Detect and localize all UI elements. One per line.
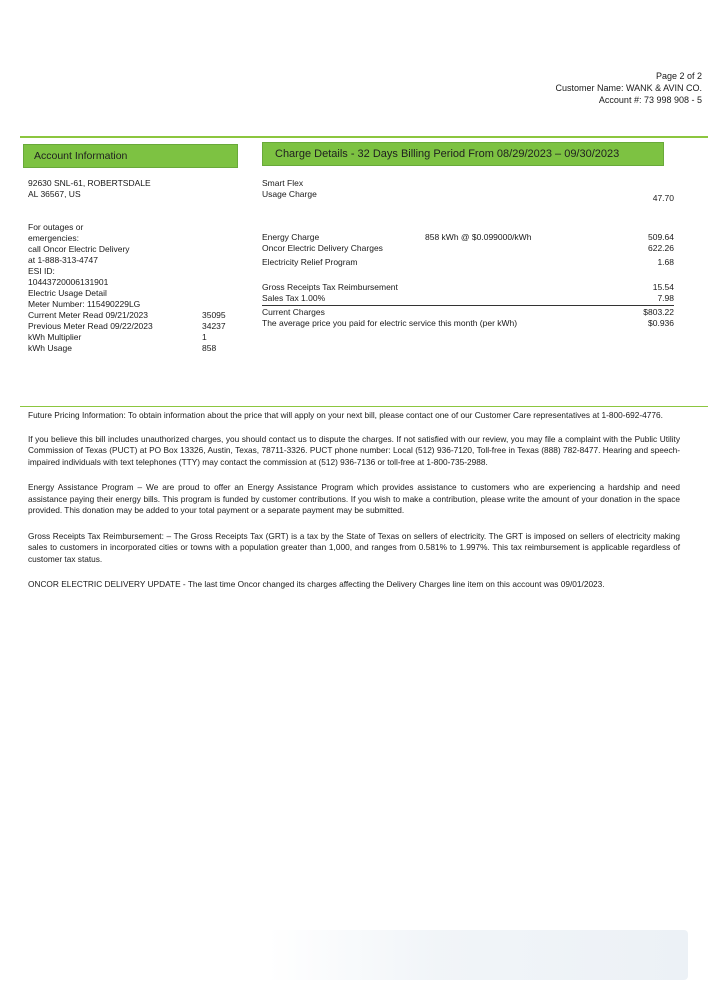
charge-name: The average price you paid for electric service this month (per kWh) xyxy=(262,318,518,328)
current-charges-row xyxy=(262,305,674,318)
charge-details-section xyxy=(262,178,674,329)
energy-charge-row xyxy=(262,232,674,243)
charge-name: Current Charges xyxy=(262,307,325,317)
notes-section xyxy=(28,410,680,605)
account-info-heading: Account Information xyxy=(23,144,238,168)
charge-detail: 858 kWh @ $0.099000/kWh xyxy=(425,232,532,242)
esi-label: ESI ID: xyxy=(28,266,55,276)
outage-info xyxy=(28,222,238,354)
average-price-row xyxy=(262,318,674,329)
top-divider xyxy=(20,136,708,138)
charge-amount: 1.68 xyxy=(657,257,674,267)
charge-name: Sales Tax 1.00% xyxy=(262,293,326,303)
sales-tax-row xyxy=(262,293,674,304)
meter-row-label: kWh Multiplier xyxy=(28,332,82,342)
usage-charge-row xyxy=(262,189,674,204)
charge-amount: 509.64 xyxy=(648,232,674,242)
meter-row-value: 1 xyxy=(202,332,207,342)
outage-line: emergencies: xyxy=(28,233,80,243)
customer-name: Customer Name: WANK & AVIN CO. xyxy=(555,83,702,93)
future-pricing-note: Future Pricing Information: To obtain information about the price that will apply on your next bill, please contact one of our Customer Care representatives at 1-800-692-4776. xyxy=(28,410,663,420)
address-line-1: 92630 SNL-61, ROBERTSDALE xyxy=(28,178,151,188)
energy-assistance-note: Energy Assistance Program – We are proud to offer an Energy Assistance Program which provides assistance to customers who are experiencing a hardship and need assistance paying their energy bills. This program is funded by customer contributions. If you wish to make a contribution, please write the amount of your donation in the space provided. This donation may be added to your total payment or a separate payment may be submitted. xyxy=(28,482,680,515)
faded-watermark xyxy=(268,930,688,980)
charge-amount: $803.22 xyxy=(643,307,674,317)
gross-receipts-row xyxy=(262,282,674,293)
charge-details-heading: Charge Details - 32 Days Billing Period From 08/29/2023 – 09/30/2023 xyxy=(262,142,664,166)
charge-amount: $0.936 xyxy=(648,318,674,328)
meter-row-label: kWh Usage xyxy=(28,343,72,353)
gross-receipts-note: Gross Receipts Tax Reimbursement: – The Gross Receipts Tax (GRT) is a tax by the State of Texas on sellers of electricity. The GRT is imposed on sellers of electricity making sales to customers in incorporated cities or towns with a population greater than 1,000, and ranges from 0.581% to 1.997%. This tax reimbursement is applicable regardless of customer tax status. xyxy=(28,530,680,564)
outage-line: at 1-888-313-4747 xyxy=(28,255,98,265)
page-number: Page 2 of 2 xyxy=(655,71,702,81)
meter-row xyxy=(28,321,238,332)
charge-amount: 622.26 xyxy=(648,243,674,253)
charge-amount: 47.70 xyxy=(652,193,674,203)
meter-row xyxy=(28,310,238,321)
charge-name: Energy Charge xyxy=(262,232,320,242)
outage-line: call Oncor Electric Delivery xyxy=(28,244,130,254)
meter-row-value: 35095 xyxy=(202,310,226,320)
charge-amount: 15.54 xyxy=(652,282,674,292)
address-line-2: AL 36567, US xyxy=(28,189,81,199)
meter-row-label: Current Meter Read 09/21/2023 xyxy=(28,310,149,320)
meter-row xyxy=(28,332,238,343)
meter-row-label: Previous Meter Read 09/22/2023 xyxy=(28,321,153,331)
service-address xyxy=(28,178,238,200)
usage-detail-label: Electric Usage Detail xyxy=(28,288,107,298)
charge-amount: 7.98 xyxy=(657,293,674,303)
meter-row-value: 34237 xyxy=(202,321,226,331)
section-divider xyxy=(20,406,708,407)
meter-number: Meter Number: 115490229LG xyxy=(28,299,141,309)
meter-row-value: 858 xyxy=(202,343,217,353)
smart-flex-label: Smart Flex xyxy=(262,178,304,188)
meter-row xyxy=(28,343,238,354)
dispute-note: If you believe this bill includes unauthorized charges, you should contact us to dispute the charges. If not satisfied with our review, you may file a complaint with the Public Utility Commission of Texas (PUCT) at PO Box 13326, Austin, Texas, 78711-3326. PUCT phone number: Local (512) 936-7120, Toll-free in Texas (888) 782-8477. Hearing and speech-impaired individuals with text telephones (TTY) may contact the commission at (512) 936-7136 or toll-free at 1-800-735-2988. xyxy=(28,433,680,467)
oncor-update-note: ONCOR ELECTRIC DELIVERY UPDATE - The last time Oncor changed its charges affecting the Delivery Charges line item on this account was 09/01/2023. xyxy=(28,579,605,589)
account-info-section xyxy=(28,178,238,354)
account-number: Account #: 73 998 908 - 5 xyxy=(598,95,702,105)
charge-name: Gross Receipts Tax Reimbursement xyxy=(262,282,398,292)
outage-line: For outages or xyxy=(28,222,84,232)
charge-name: Oncor Electric Delivery Charges xyxy=(262,243,383,253)
charge-name: Usage Charge xyxy=(262,189,317,199)
relief-program-row xyxy=(262,257,674,268)
oncor-charges-row xyxy=(262,243,674,254)
charge-name: Electricity Relief Program xyxy=(262,257,358,267)
esi-value: 10443720006131901 xyxy=(28,277,109,287)
page-header xyxy=(555,70,702,106)
